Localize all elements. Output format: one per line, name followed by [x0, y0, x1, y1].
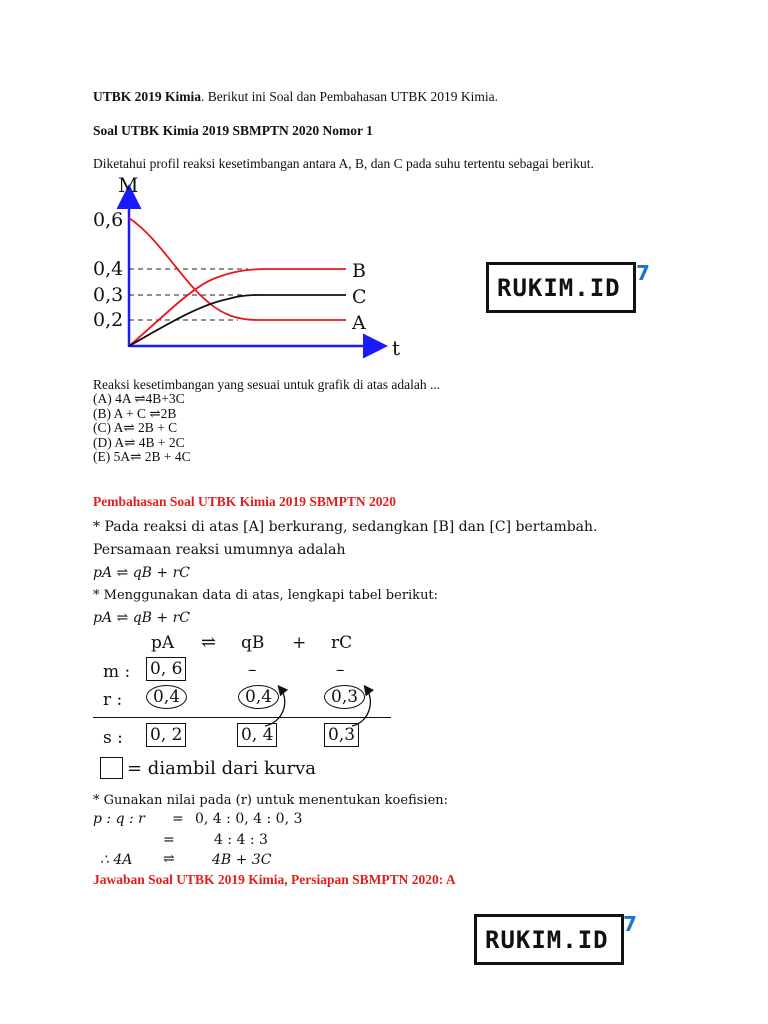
cell-m-pa: 0, 6: [146, 657, 186, 681]
y-axis-label: M: [118, 173, 139, 197]
cell-r-qb: 0,4: [238, 685, 279, 709]
logo-superscript-bottom: 7: [623, 912, 637, 936]
intro-bold: UTBK 2019 Kimia: [93, 89, 202, 104]
coef-row3-rhs: 4B + 3C: [212, 852, 272, 868]
curve-b: [129, 269, 346, 346]
options-list: [93, 392, 191, 465]
coef-row1-lhs: p : q : r: [93, 811, 145, 827]
legend-text: = diambil dari kurva: [127, 758, 316, 779]
coef-note: * Gunakan nilai pada (r) untuk menentukan koefisien:: [93, 793, 449, 808]
table-header-arrow: ⇌: [201, 632, 217, 653]
table-header-pa: pA: [151, 633, 175, 653]
option-c: (C) A⇌ 2B + C: [93, 420, 178, 435]
y-tick-label: 0,4: [93, 258, 124, 280]
discussion-title: Pembahasan Soal UTBK Kimia 2019 SBMPTN 2020: [93, 494, 397, 509]
cell-s-rc: 0,3: [324, 723, 359, 747]
intro-rest: . Berikut ini Soal dan Pembahasan UTBK 2019 Kimia.: [201, 89, 498, 104]
series-label-a: A: [352, 312, 366, 334]
answer-line: Jawaban Soal UTBK 2019 Kimia, Persiapan SBMPTN 2020: A: [93, 872, 456, 887]
row-label-m: m :: [103, 662, 131, 682]
question-title: Soal UTBK Kimia 2019 SBMPTN 2020 Nomor 1: [93, 123, 373, 138]
y-tick-label: 0,6: [93, 209, 124, 231]
cell-s-qb: 0, 4: [237, 723, 277, 747]
equilibrium-chart: [88, 172, 401, 362]
coef-row3-op: ⇌: [163, 851, 175, 867]
table-header-rc: rC: [331, 633, 353, 653]
arrow-rc: [352, 688, 370, 726]
discussion-line-1: * Pada reaksi di atas [A] berkurang, sedangkan [B] dan [C] bertambah.: [93, 519, 598, 535]
option-b: (B) A + C ⇌2B: [93, 405, 177, 421]
coef-row2-rhs: 4 : 4 : 3: [214, 832, 268, 848]
equation-1: pA ⇌ qB + rC: [93, 565, 190, 581]
logo-text-bottom: RUKIM.ID: [485, 926, 609, 954]
x-axis-label: t: [392, 336, 401, 360]
logo-text: RUKIM.ID: [497, 274, 621, 302]
table-header-qb: qB: [241, 633, 265, 653]
series-label-b: B: [352, 260, 366, 282]
question-prompt: Reaksi kesetimbangan yang sesuai untuk grafik di atas adalah ...: [93, 377, 441, 392]
site-logo-bottom: [474, 914, 624, 965]
cell-r-pa: 0,4: [146, 685, 187, 709]
cell-s-pa: 0, 2: [146, 723, 186, 747]
arrow-qb: [265, 688, 285, 726]
legend-box-icon: [100, 757, 123, 779]
intro-line: [93, 89, 498, 105]
option-e: (E) 5A⇌ 2B + 4C: [93, 449, 191, 464]
row-label-r: r :: [103, 690, 123, 710]
row-label-s: s :: [103, 728, 123, 748]
coef-row1-rhs: 0, 4 : 0, 4 : 0, 3: [195, 811, 303, 827]
coef-row1-op: =: [172, 811, 184, 827]
table-header-plus: +: [292, 633, 307, 653]
logo-superscript: 7: [636, 261, 650, 285]
coef-row2-op: =: [163, 832, 175, 848]
coef-row3-lhs: ∴ 4A: [100, 852, 133, 868]
question-text: Diketahui profil reaksi kesetimbangan antara A, B, dan C pada suhu tertentu sebagai berikut.: [93, 156, 594, 171]
cell-r-rc: 0,3: [324, 685, 365, 709]
transfer-arrows: [260, 678, 380, 738]
cell-m-rc: –: [336, 660, 345, 680]
site-logo: [486, 262, 636, 313]
discussion-line-2: Persamaan reaksi umumnya adalah: [93, 542, 346, 558]
series-label-c: C: [352, 286, 367, 308]
option-d: (D) A⇌ 4B + 2C: [93, 434, 185, 450]
cell-m-qb: –: [248, 660, 257, 680]
option-a: (A) 4A ⇌4B+3C: [93, 391, 185, 406]
y-tick-label: 0,3: [93, 284, 124, 306]
equation-2: pA ⇌ qB + rC: [93, 610, 190, 626]
discussion-line-3: * Menggunakan data di atas, lengkapi tabel berikut:: [93, 588, 439, 603]
y-tick-label: 0,2: [93, 309, 124, 331]
